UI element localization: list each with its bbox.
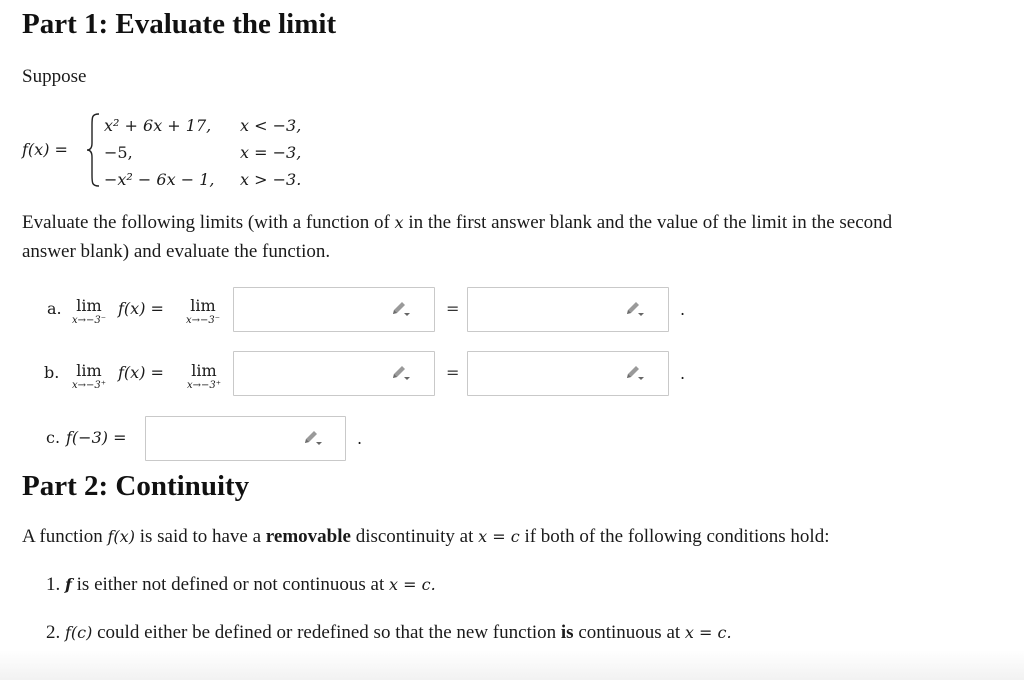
piecewise-row-3-expr: −x² − 6x − 1, xyxy=(104,170,215,189)
item-a-period: . xyxy=(680,300,686,319)
item-b-equals: = xyxy=(446,363,460,382)
lim-word: lim xyxy=(191,361,217,380)
item-b-period: . xyxy=(680,364,686,383)
lim-subscript: x→−3⁻ xyxy=(185,315,221,326)
suppose-text: Suppose xyxy=(22,66,87,87)
item-a-lim-left xyxy=(64,296,114,326)
pencil-icon[interactable] xyxy=(390,300,412,318)
lim-subscript: x→−3⁺ xyxy=(71,380,107,391)
instructions-line-2: answer blank) and evaluate the function. xyxy=(22,241,331,262)
pencil-icon[interactable] xyxy=(390,364,412,382)
piecewise-lhs: f(x) = xyxy=(22,140,68,159)
lim-subscript: x→−3⁻ xyxy=(71,315,107,326)
piecewise-row-3-cond: x > −3. xyxy=(240,170,302,189)
piecewise-row-2-expr: −5, xyxy=(104,143,133,162)
lim-word: lim xyxy=(76,296,102,315)
item-a-fx: f(x) = xyxy=(118,299,164,318)
piecewise-brace xyxy=(86,113,100,187)
bottom-fade xyxy=(0,650,1024,680)
item-a-equals: = xyxy=(446,299,460,318)
item-b-lim-left xyxy=(64,361,114,391)
item-b-label: b. xyxy=(44,363,60,382)
pencil-icon[interactable] xyxy=(302,429,324,447)
part2-title: Part 2: Continuity xyxy=(22,470,250,502)
item-c-period: . xyxy=(357,429,363,448)
part2-intro: A function f(x) is said to have a removable discontinuity at x = c if both of the following conditions hold: xyxy=(22,526,830,547)
item-a-label: a. xyxy=(47,299,62,318)
item-b-lim-right xyxy=(176,361,232,391)
pencil-icon[interactable] xyxy=(624,300,646,318)
item-c-label: c. xyxy=(46,428,61,447)
item-c-expr: f(−3) = xyxy=(66,428,127,447)
instructions-line-1: Evaluate the following limits (with a function of x in the first answer blank and the value of the limit in the second xyxy=(22,212,893,233)
condition-2: 2. f(c) could either be defined or redefined so that the new function is continuous at x = c. xyxy=(46,622,732,643)
lim-word: lim xyxy=(190,296,216,315)
item-b-fx: f(x) = xyxy=(118,363,164,382)
pencil-icon[interactable] xyxy=(624,364,646,382)
piecewise-row-1-cond: x < −3, xyxy=(240,116,302,135)
piecewise-row-2-cond: x = −3, xyxy=(240,143,302,162)
lim-subscript: x→−3⁺ xyxy=(186,380,222,391)
part1-title: Part 1: Evaluate the limit xyxy=(22,8,337,40)
item-a-lim-right xyxy=(176,296,230,326)
condition-1: 1. f is either not defined or not continuous at x = c. xyxy=(46,574,436,595)
piecewise-row-1-expr: x² + 6x + 17, xyxy=(104,116,212,135)
lim-word: lim xyxy=(76,361,102,380)
